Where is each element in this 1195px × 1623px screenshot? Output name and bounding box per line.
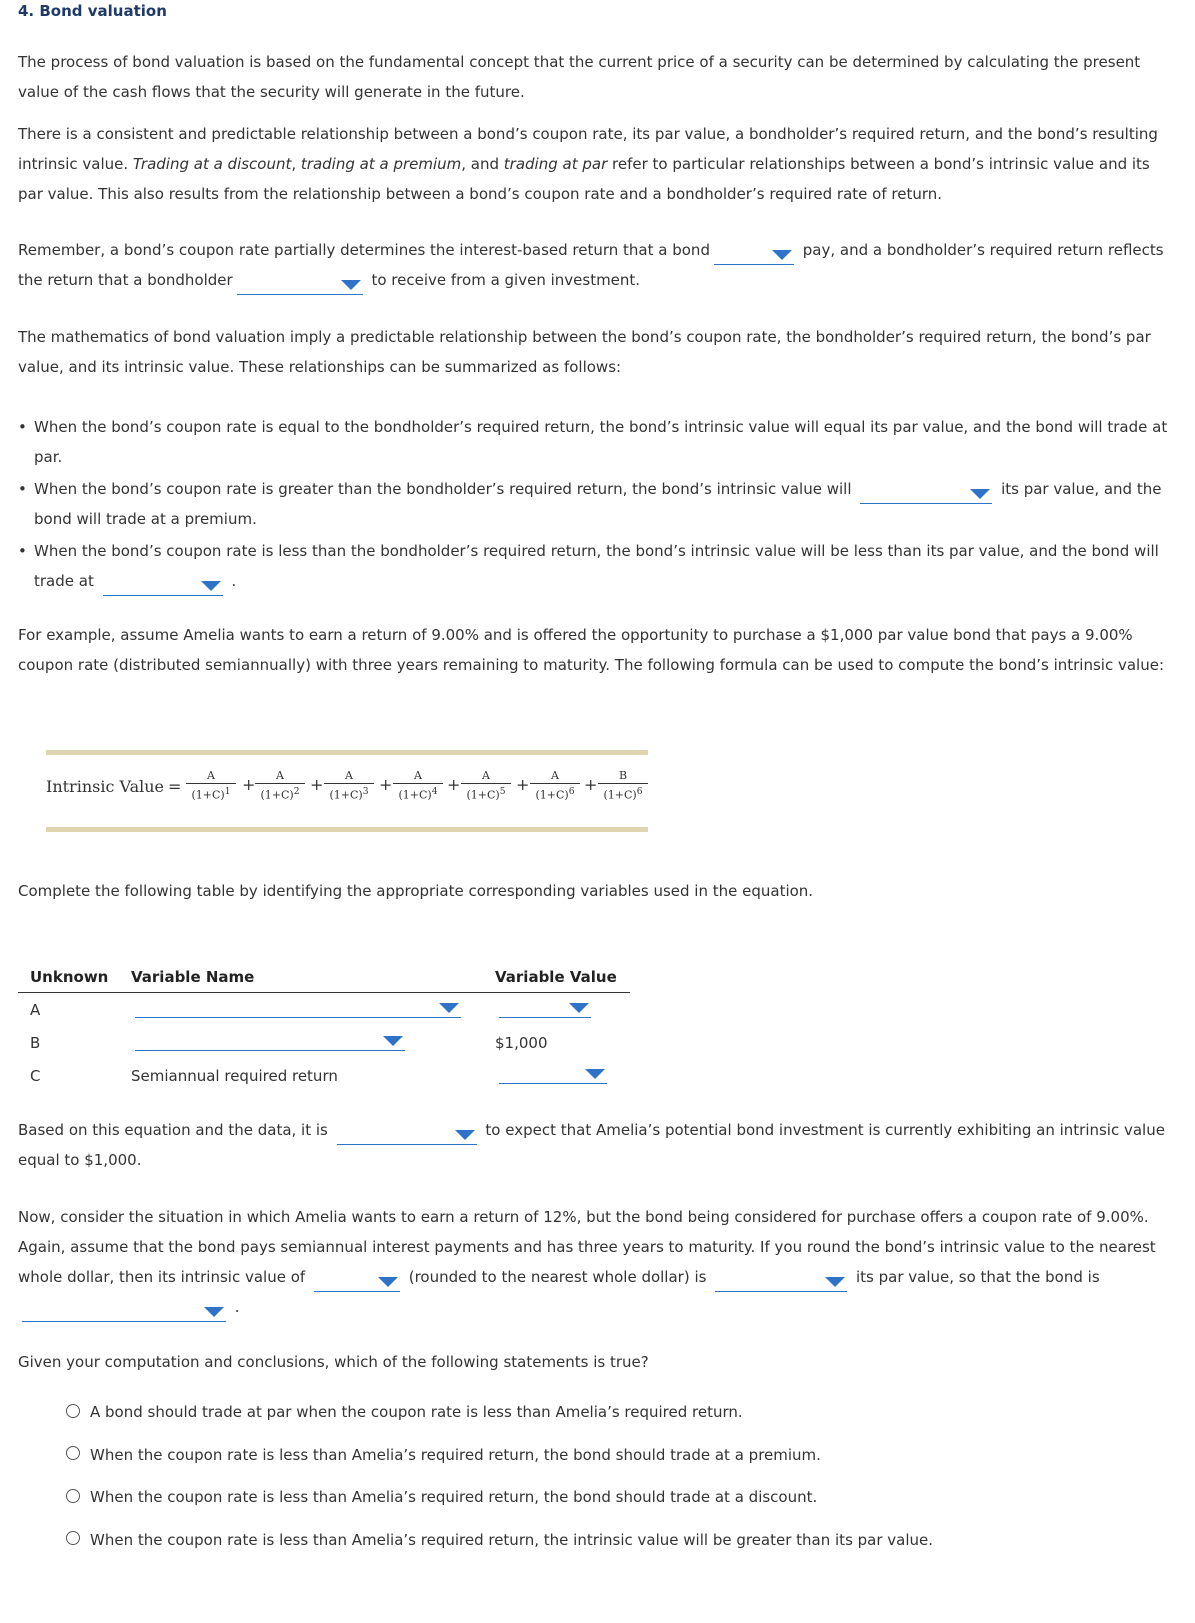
answer-option[interactable] [66, 1483, 933, 1526]
bullet-text: . [231, 572, 237, 590]
header-unknown: Unknown [30, 968, 109, 986]
chevron-down-icon [341, 280, 361, 290]
denominator-base: (1+C) [535, 788, 569, 802]
section-title: 4. Bond valuation [18, 2, 167, 20]
italic-term: trading at par [503, 155, 608, 173]
plus-sign: + [516, 775, 530, 794]
para-text: (rounded to the nearest whole dollar) is [408, 1268, 707, 1286]
term-denominator [186, 784, 236, 802]
list-item [18, 474, 1188, 534]
denominator-base: (1+C) [329, 788, 363, 802]
table-header [18, 960, 630, 993]
formula-lhs: Intrinsic Value [46, 777, 165, 796]
answer-option[interactable] [66, 1441, 933, 1484]
term-denominator [461, 784, 511, 802]
variable-value-dropdown-c[interactable] [499, 1065, 607, 1084]
table-row [18, 1059, 630, 1092]
formula-term [186, 769, 236, 802]
denominator-exponent: 6 [636, 786, 643, 797]
bond-status-dropdown[interactable] [22, 1303, 226, 1322]
radio-button[interactable] [66, 1404, 80, 1418]
term-numerator: A [255, 769, 305, 784]
list-item [18, 536, 1188, 596]
variable-name-dropdown-b[interactable] [135, 1032, 405, 1051]
para-text: to expect that Amelia’s potential bond investment is currently exhibiting an intrinsic value equal to $1,000. [18, 1121, 1165, 1169]
formula-term [393, 769, 443, 802]
chevron-down-icon [970, 489, 990, 499]
table-instruction: Complete the following table by identifying the appropriate corresponding variables used in the equation. [18, 882, 814, 900]
para-text: its par value, so that the bond is [856, 1268, 1100, 1286]
par-compare-dropdown[interactable] [715, 1273, 847, 1292]
denominator-base: (1+C) [191, 788, 225, 802]
bullet-text: When the bond’s coupon rate is greater than the bondholder’s required return, the bond’s intrinsic value will [34, 480, 852, 498]
option-label: When the coupon rate is less than Amelia’s required return, the intrinsic value will be greater than its par value. [90, 1530, 934, 1549]
unknown-cell: B [30, 1034, 41, 1052]
bullet-text: When the bond’s coupon rate is equal to the bondholder’s required return, the bond’s intrinsic value will equal its par value, and the bond will trade at par. [34, 418, 1168, 466]
term-numerator: A [530, 769, 580, 784]
chevron-down-icon [439, 1003, 459, 1013]
variable-name-dropdown-a[interactable] [135, 999, 461, 1018]
unknown-cell: A [30, 1001, 41, 1019]
header-variable-value: Variable Value [495, 968, 617, 986]
answer-option[interactable] [66, 1398, 933, 1441]
trade-at-dropdown[interactable] [103, 577, 223, 596]
mathematics-paragraph: The mathematics of bond valuation imply a predictable relationship between the bond’s coupon rate, the bondholder’s required return, the bond’s par value, and its intrinsic value. These relationships can be summarized as follows: [18, 328, 1151, 376]
plus-sign: + [584, 775, 598, 794]
para-text: to receive from a given investment. [371, 271, 641, 289]
formula-term [324, 769, 374, 802]
denominator-exponent: 1 [224, 786, 231, 797]
denominator-base: (1+C) [398, 788, 432, 802]
example-paragraph: For example, assume Amelia wants to earn a return of 9.00% and is offered the opportunity to purchase a $1,000 par value bond that pays a 9.00% coupon rate (distributed semiannually) with three years remaining to maturity. The following formula can be used to compute the bond’s intrinsic value: [18, 626, 1165, 674]
plus-sign: + [379, 775, 393, 794]
para-text: Remember, a bond’s coupon rate partially determines the interest-based return that a bond [18, 241, 710, 259]
term-numerator: A [324, 769, 374, 784]
plus-sign: + [242, 775, 256, 794]
header-variable-name: Variable Name [131, 968, 255, 986]
variable-value-cell: $1,000 [495, 1034, 548, 1052]
para-text: There is a consistent and predictable relationship between a bond’s coupon rate, its par value, a bondholder’s required return, and the bond’s resulting intrinsic value. [18, 125, 1158, 173]
question-text: Given your computation and conclusions, which of the following statements is true? [18, 1353, 649, 1371]
chevron-down-icon [455, 1130, 475, 1140]
formula-term [255, 769, 305, 802]
list-item [18, 412, 1188, 472]
intrinsic-value-formula [46, 750, 648, 832]
denominator-exponent: 2 [293, 786, 300, 797]
reasonable-dropdown[interactable] [337, 1126, 477, 1145]
formula-equals: = [168, 777, 182, 796]
intrinsic-value-dropdown[interactable] [314, 1273, 400, 1292]
variables-table [18, 960, 630, 1092]
answer-options [66, 1398, 933, 1568]
chevron-down-icon [378, 1277, 398, 1287]
formula-term [461, 769, 511, 802]
bullet-text: its par value, and the bond will trade at a premium. [34, 480, 1162, 528]
denominator-base: (1+C) [603, 788, 637, 802]
intro-paragraph: The process of bond valuation is based on the fundamental concept that the current price of a security can be determined by calculating the present value of the cash flows that the security will generate in the future. [18, 53, 1141, 101]
chevron-down-icon [585, 1069, 605, 1079]
para-text: Now, consider the situation in which Amelia wants to earn a return of 12%, but the bond being considered for purchase offers a coupon rate of 9.00%. Again, assume that the bond pays semiannual interest payments and has three years to maturity. If you round the bond’s intrinsic value to the nearest whole dollar, then its intrinsic value of [18, 1208, 1156, 1286]
term-numerator: A [461, 769, 511, 784]
term-numerator: A [393, 769, 443, 784]
coupon-rate-paragraph [18, 235, 1178, 295]
denominator-exponent: 3 [362, 786, 369, 797]
para-text: , [291, 155, 301, 173]
term-denominator [393, 784, 443, 802]
para-text: Based on this equation and the data, it is [18, 1121, 328, 1139]
answer-option[interactable] [66, 1526, 933, 1569]
option-label: When the coupon rate is less than Amelia’s required return, the bond should trade at a discount. [90, 1488, 818, 1506]
plus-sign: + [447, 775, 461, 794]
para-text: refer to particular relationships between a bond’s intrinsic value and its par value. This also results from the relationship between a bond’s coupon rate and a bondholder’s required rate of return. [18, 155, 1150, 203]
scenario-paragraph [18, 1202, 1178, 1322]
chevron-down-icon [204, 1307, 224, 1317]
para-text: , and [461, 155, 504, 173]
denominator-exponent: 4 [431, 786, 438, 797]
term-denominator [598, 784, 648, 802]
chevron-down-icon [825, 1277, 845, 1287]
denominator-exponent: 5 [499, 786, 506, 797]
radio-button[interactable] [66, 1531, 80, 1545]
italic-term: Trading at a discount [132, 155, 292, 173]
denominator-base: (1+C) [466, 788, 500, 802]
variable-value-dropdown-a[interactable] [499, 999, 591, 1018]
option-label: A bond should trade at par when the coupon rate is less than Amelia’s required return. [90, 1403, 743, 1421]
chevron-down-icon [201, 581, 221, 591]
radio-button[interactable] [66, 1446, 80, 1460]
term-denominator [324, 784, 374, 802]
term-denominator [255, 784, 305, 802]
variable-name-cell: Semiannual required return [131, 1067, 338, 1085]
bullet-text: When the bond’s coupon rate is less than the bondholder’s required return, the bond’s intrinsic value will be less than its par value, and the bond will trade at [34, 542, 1159, 590]
term-numerator: A [186, 769, 236, 784]
intrinsic-value-compare-dropdown[interactable] [860, 485, 992, 504]
term-numerator: B [598, 769, 648, 784]
bond-pay-dropdown[interactable] [714, 246, 794, 265]
bondholder-expects-dropdown[interactable] [237, 276, 363, 295]
equation-conclusion-paragraph [18, 1115, 1178, 1175]
formula-term [598, 769, 648, 802]
chevron-down-icon [772, 250, 792, 260]
term-denominator [530, 784, 580, 802]
denominator-base: (1+C) [260, 788, 294, 802]
chevron-down-icon [569, 1003, 589, 1013]
option-label: When the coupon rate is less than Amelia’s required return, the bond should trade at a premium. [90, 1445, 821, 1464]
plus-sign: + [310, 775, 324, 794]
table-row [18, 1026, 630, 1059]
relationship-paragraph [18, 119, 1178, 209]
para-text: . [234, 1298, 240, 1316]
denominator-exponent: 6 [568, 786, 575, 797]
unknown-cell: C [30, 1067, 41, 1085]
formula-term [530, 769, 580, 802]
italic-term: trading at a premium [300, 155, 462, 173]
table-row [18, 993, 630, 1026]
chevron-down-icon [383, 1036, 403, 1046]
radio-button[interactable] [66, 1489, 80, 1503]
relationship-list [18, 412, 1188, 598]
para-text: pay, and a bondholder’s required return reflects the return that a bondholder [18, 241, 1164, 289]
